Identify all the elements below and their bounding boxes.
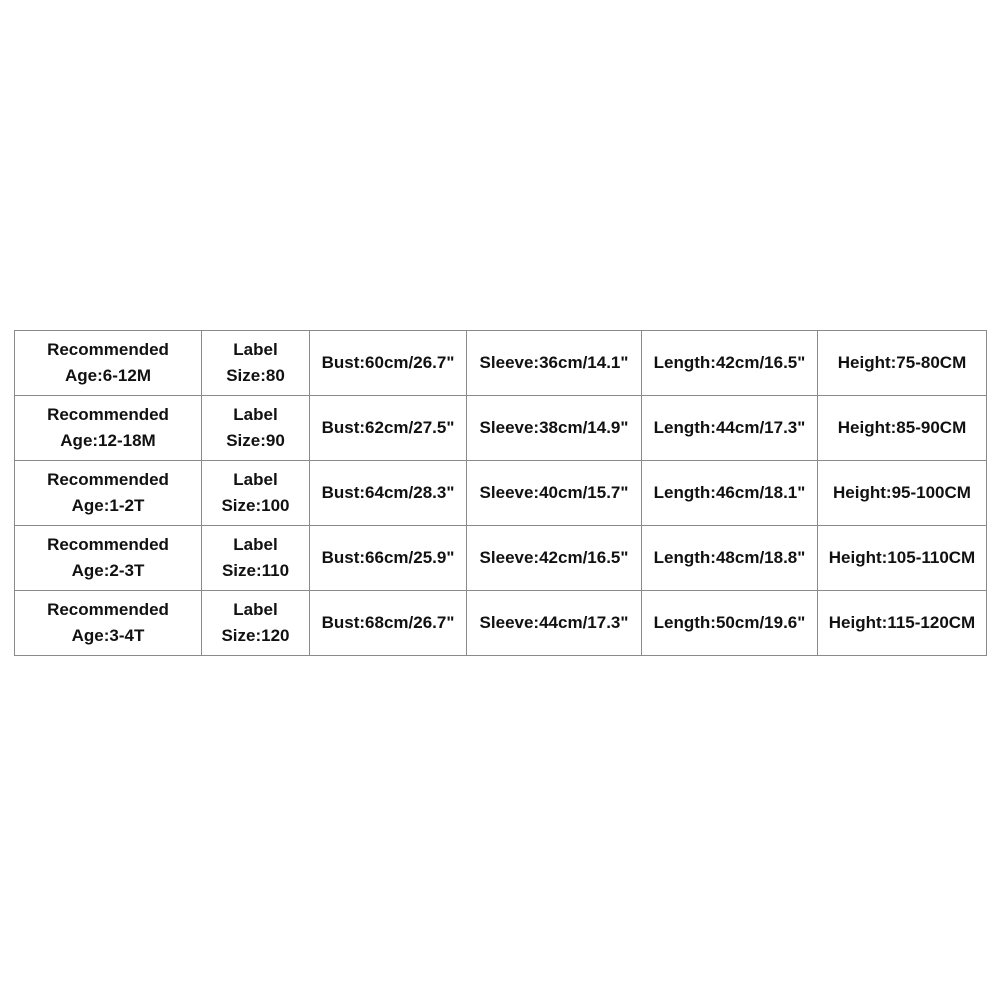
label-heading: Label [233,340,278,359]
label-size-cell [202,461,310,526]
age-value: Age:3-4T [71,626,145,645]
recommended-age-cell [15,396,202,461]
size-chart-table [14,330,987,656]
age-heading: Recommended [47,535,169,554]
label-size-cell [202,331,310,396]
height-cell: Height:95-100CM [818,461,987,526]
bust-cell: Bust:60cm/26.7" [310,331,467,396]
label-size-value: Size:120 [221,626,290,645]
height-cell: Height:85-90CM [818,396,987,461]
sleeve-cell: Sleeve:36cm/14.1" [467,331,642,396]
height-cell: Height:115-120CM [818,591,987,656]
sleeve-cell: Sleeve:40cm/15.7" [467,461,642,526]
bust-cell: Bust:64cm/28.3" [310,461,467,526]
age-value: Age:1-2T [71,496,145,515]
height-cell: Height:105-110CM [818,526,987,591]
table-row [15,526,987,591]
bust-cell: Bust:62cm/27.5" [310,396,467,461]
label-size-cell [202,591,310,656]
length-cell: Length:44cm/17.3" [642,396,818,461]
bust-cell: Bust:66cm/25.9" [310,526,467,591]
age-heading: Recommended [47,405,169,424]
age-heading: Recommended [47,340,169,359]
label-size-value: Size:100 [221,496,290,515]
table-row [15,396,987,461]
recommended-age-cell [15,591,202,656]
length-cell: Length:42cm/16.5" [642,331,818,396]
sleeve-cell: Sleeve:44cm/17.3" [467,591,642,656]
length-cell: Length:46cm/18.1" [642,461,818,526]
sleeve-cell: Sleeve:38cm/14.9" [467,396,642,461]
label-size-value: Size:90 [226,431,285,450]
recommended-age-cell [15,461,202,526]
recommended-age-cell [15,526,202,591]
table-row [15,331,987,396]
label-heading: Label [233,470,278,489]
length-cell: Length:50cm/19.6" [642,591,818,656]
label-size-value: Size:110 [221,561,290,580]
age-value: Age:2-3T [71,561,145,580]
table-row [15,591,987,656]
label-size-cell [202,396,310,461]
age-value: Age:6-12M [65,366,151,385]
label-heading: Label [233,405,278,424]
recommended-age-cell [15,331,202,396]
age-heading: Recommended [47,470,169,489]
label-heading: Label [233,535,278,554]
sleeve-cell: Sleeve:42cm/16.5" [467,526,642,591]
age-value: Age:12-18M [60,431,156,450]
bust-cell: Bust:68cm/26.7" [310,591,467,656]
label-size-cell [202,526,310,591]
label-heading: Label [233,600,278,619]
label-size-value: Size:80 [226,366,285,385]
height-cell: Height:75-80CM [818,331,987,396]
age-heading: Recommended [47,600,169,619]
length-cell: Length:48cm/18.8" [642,526,818,591]
table-row [15,461,987,526]
